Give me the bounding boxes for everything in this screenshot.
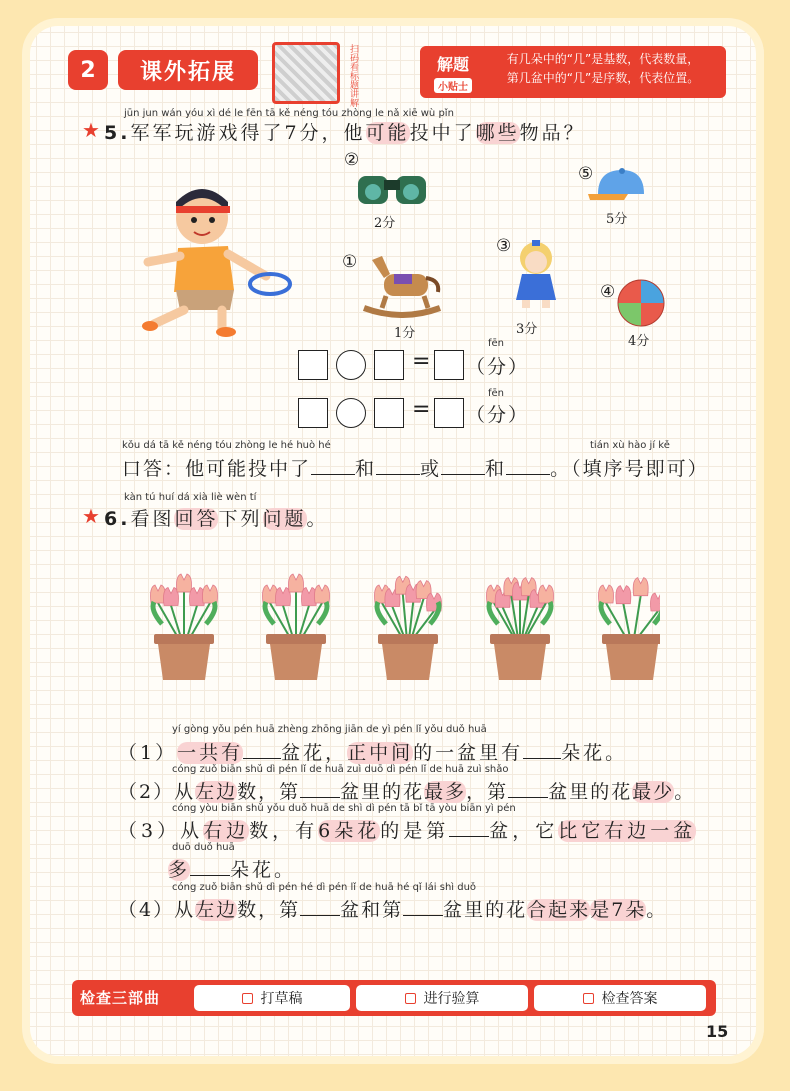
section-title: 课外拓展 — [118, 50, 258, 90]
unit-pinyin: fēn — [488, 388, 505, 399]
star-icon: ★ — [82, 118, 100, 142]
equation-2-box-b[interactable] — [374, 398, 404, 428]
sub4-pinyin: cóng zuǒ biān shǔ dì pén hé dì pén lǐ de huā hé qǐ lái shì duǒ — [172, 882, 477, 893]
star-icon: ★ — [82, 504, 100, 528]
equation-1-operator-circle[interactable] — [336, 350, 366, 380]
item-4-score: 4分 — [628, 334, 650, 349]
unit-pinyin: fēn — [488, 338, 505, 349]
step-verify-checkbox[interactable]: 进行验算 — [356, 985, 528, 1011]
doll-icon — [508, 236, 564, 312]
item-5-score: 5分 — [606, 212, 628, 227]
binoculars-icon — [356, 164, 428, 208]
tip-label: 解题 小贴士 — [422, 48, 484, 96]
item-5-mark: ⑤ — [578, 164, 594, 184]
q6-sub3: （3）从右边数，有6朵花的是第 盆，它比它右边一盆 — [118, 820, 697, 842]
flower-pot — [263, 574, 330, 680]
rocking-horse-icon — [360, 252, 444, 318]
q6-sub2: （2）从左边数，第 盆里的花最多，第 盆里的花最少。 — [118, 781, 696, 803]
page-number: 15 — [706, 1022, 729, 1041]
tip-box — [420, 46, 726, 98]
q6-text: 6.看图回答下列问题。 — [104, 508, 329, 530]
checkbox-icon — [242, 993, 253, 1004]
equation-1-result-box[interactable] — [434, 350, 464, 380]
ball-icon — [616, 278, 666, 328]
sub3-pinyin2: duō duǒ huā — [172, 842, 235, 853]
step-check-answer-checkbox[interactable]: 检查答案 — [534, 985, 706, 1011]
q6-pinyin: kàn tú huí dá xià liè wèn tí — [124, 492, 257, 503]
flower-pot — [487, 578, 554, 680]
equation-2-result-box[interactable] — [434, 398, 464, 428]
qr-code-icon[interactable] — [272, 42, 340, 104]
fill-note-pinyin: tián xù hào jí kě — [590, 440, 670, 451]
q6-sub1: （1）一共有 盆花，正中间的一盆里有 朵花。 — [118, 742, 628, 764]
q6-sub4: （4）从左边数，第 盆和第 盆里的花合起来是7朵。 — [118, 899, 668, 921]
equation-1-equals: = — [412, 349, 431, 374]
item-4-mark: ④ — [600, 282, 616, 302]
flower-pot — [151, 574, 218, 680]
check-steps-title: 检查三部曲 — [80, 989, 161, 1007]
item-3-mark: ③ — [496, 236, 512, 256]
answer-pinyin: kǒu dá tā kě néng tóu zhòng le hé huò hé — [122, 440, 331, 451]
section-number-badge: 2 — [68, 50, 108, 90]
flower-pot — [375, 576, 442, 680]
equation-2-box-a[interactable] — [298, 398, 328, 428]
item-1-mark: ① — [342, 252, 358, 272]
sub2-pinyin: cóng zuǒ biān shǔ dì pén lǐ de huā zuì duō dì pén lǐ de huā zuì shǎo — [172, 764, 509, 775]
flower-pot — [599, 578, 661, 680]
equation-1-unit: （分） — [466, 356, 530, 378]
q6-sub3-cont: 多 朵花。 — [168, 859, 297, 881]
equation-1-box-a[interactable] — [298, 350, 328, 380]
flower-pots-illustration — [140, 560, 660, 684]
sub1-pinyin: yí gòng yǒu pén huā zhèng zhōng jiān de yì pén lǐ yǒu duǒ huā — [172, 724, 487, 735]
equation-1-box-b[interactable] — [374, 350, 404, 380]
equation-2-equals: = — [412, 397, 431, 422]
step-draft-checkbox[interactable]: 打草稿 — [194, 985, 350, 1011]
equation-2-operator-circle[interactable] — [336, 398, 366, 428]
item-2-mark: ② — [344, 150, 360, 170]
q5-answer-line: 口答：他可能投中了 和 或 和 。（填序号即可） — [122, 458, 709, 480]
qr-note: 扫码看标题讲解 — [348, 44, 358, 107]
equation-2-unit: （分） — [466, 404, 530, 426]
item-2-score: 2分 — [374, 216, 396, 231]
item-1-score: 1分 — [394, 326, 416, 341]
checkbox-icon — [405, 993, 416, 1004]
checkbox-icon — [583, 993, 594, 1004]
q5-text: 5.军军玩游戏得了7分，他可能投中了哪些物品？ — [104, 122, 586, 144]
tip-text: 有几朵中的“几”是基数，代表数量， 第几盆中的“几”是序数，代表位置。 — [506, 52, 700, 85]
cap-icon — [588, 166, 648, 206]
q5-pinyin: jūn jun wán yóu xì dé le fēn tā kě néng tóu zhòng le nǎ xiē wù pǐn — [124, 108, 454, 119]
sub3-pinyin: cóng yòu biān shǔ yǒu duǒ huā de shì dì pén tā bǐ tā yòu biān yì pén — [172, 803, 516, 814]
item-3-score: 3分 — [516, 322, 538, 337]
boy-with-ring-illustration — [134, 178, 294, 338]
